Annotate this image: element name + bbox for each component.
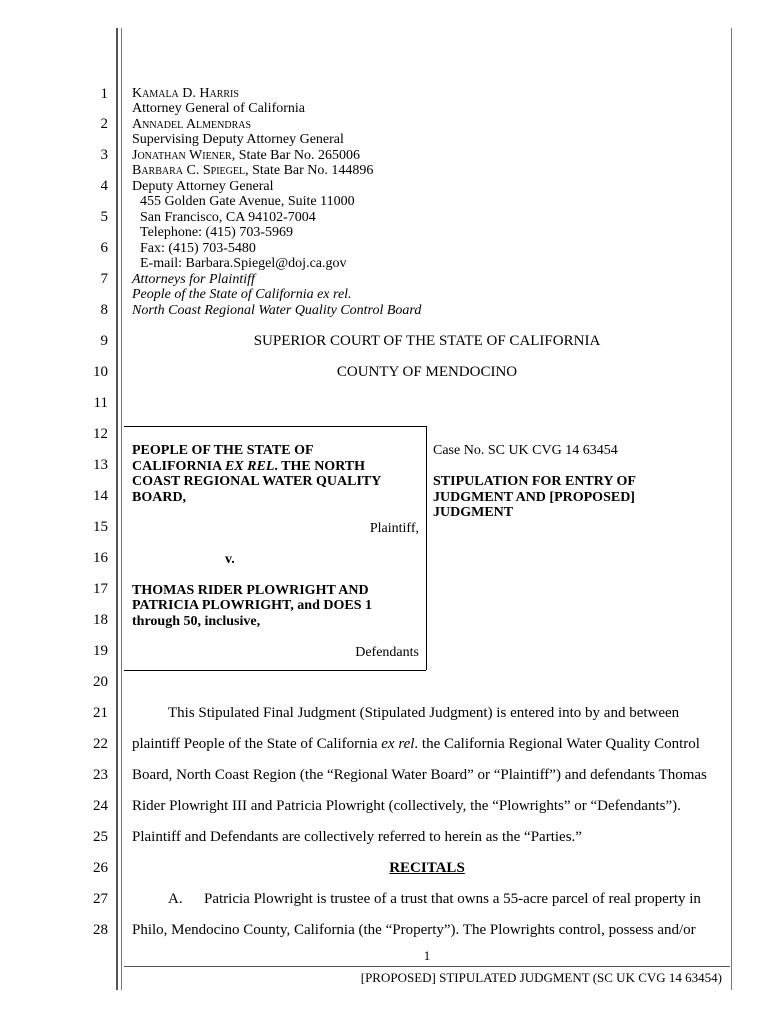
plaintiff-name-part: CALIFORNIA: [132, 459, 225, 474]
counsel-email: E-mail: Barbara.Spiegel@doj.ca.gov: [140, 256, 347, 271]
plaintiff-name-part: . THE NORTH: [274, 459, 366, 474]
footer-rule: [124, 966, 730, 967]
court-name: SUPERIOR COURT OF THE STATE OF CALIFORNIA: [253, 333, 601, 349]
line-number: 12: [93, 426, 108, 442]
counsel-name: Jonathan Wiener: [132, 148, 232, 163]
counsel-city: San Francisco, CA 94102-7004: [140, 210, 316, 225]
counsel-title: Supervising Deputy Attorney General: [132, 132, 344, 147]
ex-rel: EX REL: [224, 459, 275, 474]
defendants-role: Defendants: [355, 645, 419, 660]
counsel-bar-line: [132, 148, 360, 164]
paragraph-text: . the California Regional Water Quality Control: [414, 736, 700, 752]
plaintiff-name: BOARD,: [132, 490, 187, 505]
counsel-title: Attorney General of California: [132, 101, 305, 116]
caption-border-bottom: [124, 670, 426, 671]
line-number: 5: [100, 209, 108, 225]
line-number: 11: [93, 395, 108, 411]
line-number: 14: [93, 488, 108, 504]
line-number: 9: [100, 333, 108, 349]
line-number: 25: [93, 829, 108, 845]
line-number: 17: [93, 581, 108, 597]
line-number: 1: [100, 86, 108, 102]
line-number: 26: [93, 860, 108, 876]
line-number: 10: [93, 364, 108, 380]
paragraph-line: Philo, Mendocino County, California (the “Property”). The Plowrights control, possess and/or: [132, 922, 696, 938]
paragraph-line: This Stipulated Final Judgment (Stipulated Judgment) is entered into by and between: [168, 705, 680, 721]
bar-number: , State Bar No. 265006: [231, 148, 361, 163]
ex-rel: ex rel: [381, 736, 415, 752]
line-number: 3: [100, 147, 108, 163]
case-number: Case No. SC UK CVG 14 63454: [433, 443, 618, 458]
versus: v.: [225, 552, 235, 567]
counsel-telephone: Telephone: (415) 703-5969: [140, 225, 293, 240]
line-number: 13: [93, 457, 108, 473]
line-number: 21: [93, 705, 108, 721]
defendants-name: PATRICIA PLOWRIGHT, and DOES 1: [132, 598, 372, 613]
line-number: 18: [93, 612, 108, 628]
recitals-heading: RECITALS: [389, 860, 465, 876]
counsel-bar-line: [132, 163, 373, 179]
line-number: 19: [93, 643, 108, 659]
line-number: 22: [93, 736, 108, 752]
defendants-name: through 50, inclusive,: [132, 614, 261, 629]
line-number: 4: [100, 178, 108, 194]
counsel-address: 455 Golden Gate Avenue, Suite 11000: [140, 194, 355, 209]
line-number: 24: [93, 798, 108, 814]
court-county: COUNTY OF MENDOCINO: [336, 364, 518, 380]
counsel-name: Barbara C. Spiegel: [132, 163, 246, 178]
line-number: 23: [93, 767, 108, 783]
line-number: 28: [93, 922, 108, 938]
client-line: People of the State of California ex rel.: [132, 287, 352, 302]
plaintiff-name: PEOPLE OF THE STATE OF: [132, 443, 314, 458]
right-margin-rule: [731, 28, 732, 990]
counsel-title: Deputy Attorney General: [132, 179, 274, 194]
running-title: [PROPOSED] STIPULATED JUDGMENT (SC UK CVG 14 63454): [360, 970, 722, 985]
caption-border-top: [124, 426, 426, 427]
plaintiff-name: [132, 459, 365, 475]
paragraph-line: Plaintiff and Defendants are collectively referred to herein as the “Parties.”: [132, 829, 582, 845]
caption-border-right: [426, 426, 427, 670]
attorneys-for: Attorneys for Plaintiff: [132, 272, 255, 287]
line-number: 20: [93, 674, 108, 690]
defendants-name: THOMAS RIDER PLOWRIGHT AND: [132, 583, 369, 598]
plaintiff-role: Plaintiff,: [369, 521, 419, 536]
recital-label: A.: [168, 891, 183, 907]
line-number: 7: [100, 271, 108, 287]
paragraph-line: Patricia Plowright is trustee of a trust that owns a 55-acre parcel of real property in: [204, 891, 701, 907]
document-title: JUDGMENT: [433, 505, 514, 520]
paragraph-line: Board, North Coast Region (the “Regional Water Board” or “Plaintiff”) and defendants Thomas: [132, 767, 707, 783]
line-number: 16: [93, 550, 108, 566]
paragraph-line: Rider Plowright III and Patricia Plowright (collectively, the “Plowrights” or “Defendants”).: [132, 798, 681, 814]
line-number: 27: [93, 891, 108, 907]
line-number: 15: [93, 519, 108, 535]
line-number: 6: [100, 240, 108, 256]
document-title: JUDGMENT AND [PROPOSED]: [433, 490, 635, 505]
counsel-fax: Fax: (415) 703-5480: [140, 241, 256, 256]
document-title: STIPULATION FOR ENTRY OF: [433, 474, 636, 489]
plaintiff-name: COAST REGIONAL WATER QUALITY: [132, 474, 382, 489]
counsel-name-attorney-general: Kamala D. Harris: [132, 86, 239, 101]
bar-number: , State Bar No. 144896: [245, 163, 374, 178]
counsel-name-supervisor: Annadel Almendras: [132, 117, 252, 132]
page-number: 1: [423, 948, 431, 963]
line-number: 8: [100, 302, 108, 318]
left-margin-rule: [116, 28, 118, 990]
client-line: North Coast Regional Water Quality Control Board: [132, 303, 422, 318]
line-number: 2: [100, 116, 108, 132]
paragraph-line: [132, 736, 700, 752]
left-margin-rule-inner: [121, 28, 122, 990]
paragraph-text: plaintiff People of the State of California: [132, 736, 382, 752]
